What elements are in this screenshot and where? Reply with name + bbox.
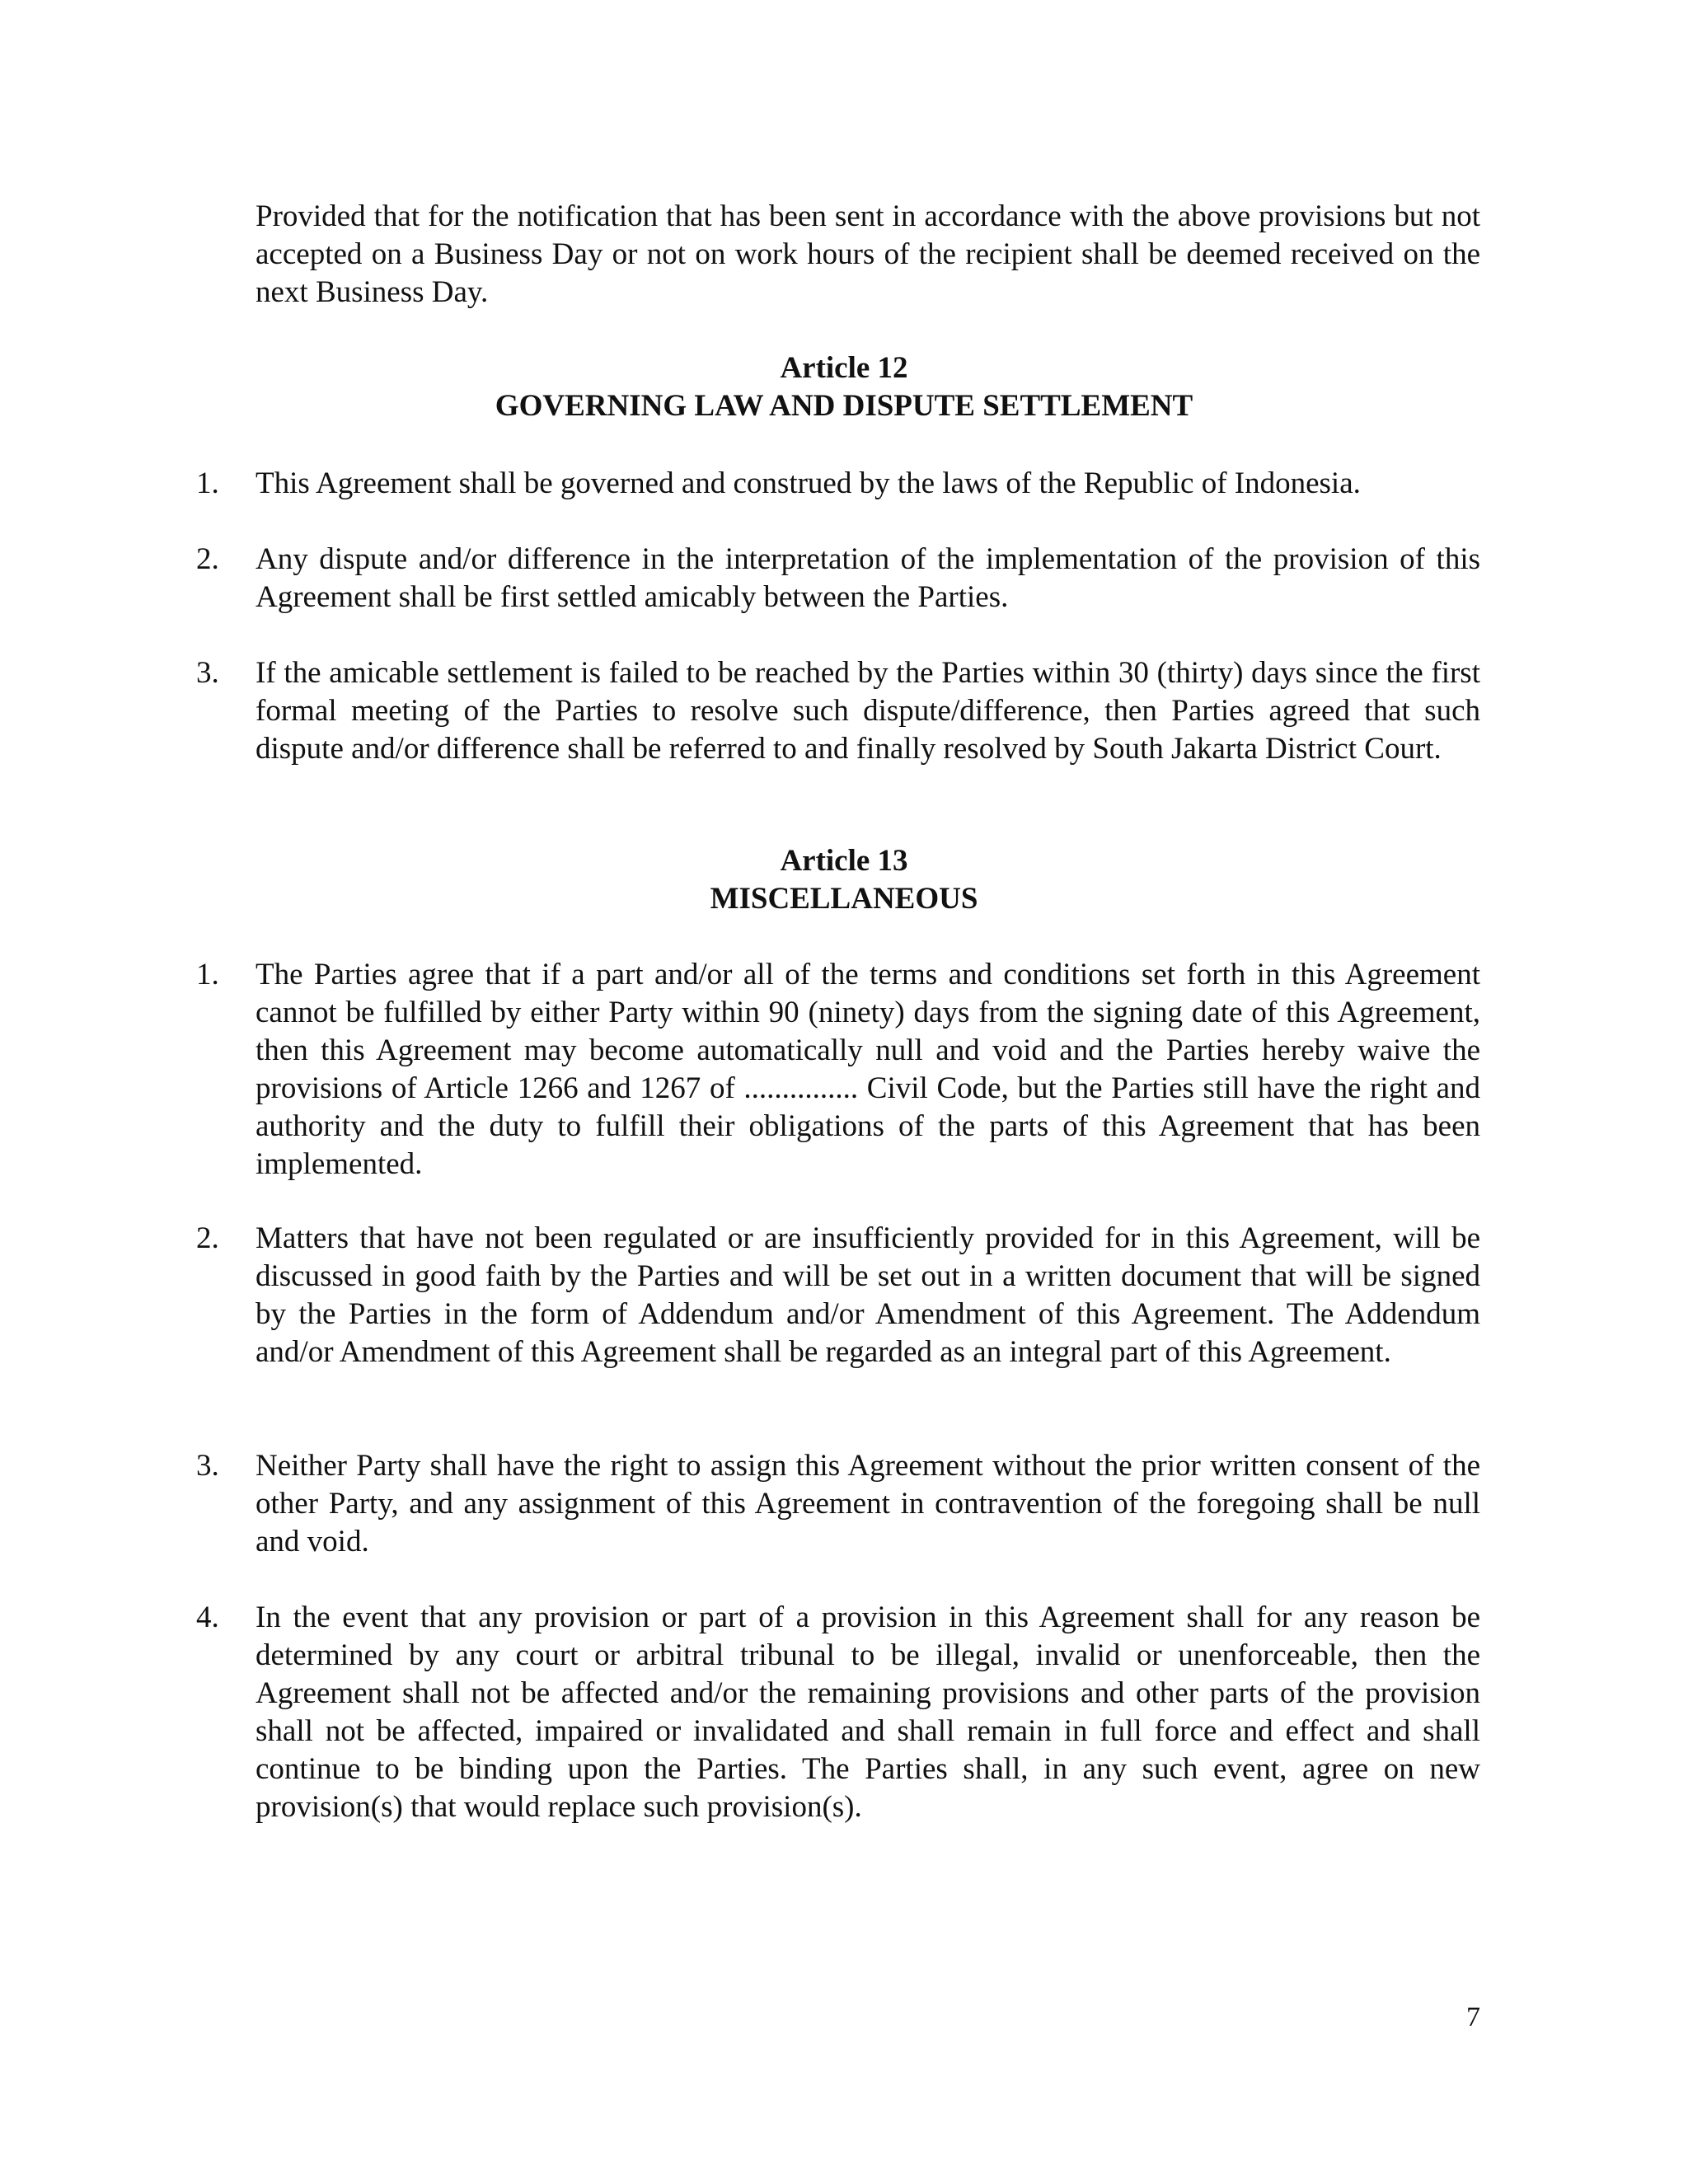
article-12-label: Article 12 (780, 351, 908, 385)
item-number: 1. (196, 466, 219, 500)
article-12-heading (0, 349, 1688, 425)
item-text: If the amicable settlement is failed to be reached by the Parties within 30 (thirty) days since the first formal meeting of the Parties to resolve such dispute/difference, then Parties agreed that such dispute and/or difference shall be referred to and finally resolved by South Jakarta District Court. (256, 656, 1480, 766)
item-text: Any dispute and/or difference in the interpretation of the implementation of the provision of this Agreement shall be first settled amicably between the Parties. (256, 542, 1480, 614)
item-number: 3. (196, 1449, 219, 1483)
item-text: The Parties agree that if a part and/or all of the terms and conditions set forth in this Agreement cannot be fulfilled by either Party within 90 (ninety) days from the signing date of this Agreement, then this Agreement may become automatically null and void and the Parties hereby waive the provisions of Article 1266 and 1267 of ............... Civil Code, but the Parties still have the right and authority and the duty to fulfill their obligations of the parts of this Agreement that has been implemented. (256, 958, 1480, 1181)
page-number: 7 (1466, 2002, 1480, 2032)
intro-paragraph: Provided that for the notification that has been sent in accordance with the above provisions but not accepted on a Business Day or not on work hours of the recipient shall be deemed received on the next Business Day. (256, 199, 1480, 309)
item-number: 2. (196, 542, 219, 576)
item-number: 1. (196, 958, 219, 991)
item-number: 4. (196, 1601, 219, 1634)
article-13-heading (0, 842, 1688, 918)
item-number: 2. (196, 1221, 219, 1255)
item-text: This Agreement shall be governed and construed by the laws of the Republic of Indonesia. (256, 466, 1361, 500)
article-13-label: Article 13 (780, 844, 908, 878)
item-text: Neither Party shall have the right to assign this Agreement without the prior written consent of the other Party, and any assignment of this Agreement in contravention of the foregoing shall be null and void. (256, 1449, 1480, 1558)
item-number: 3. (196, 656, 219, 690)
item-text: Matters that have not been regulated or are insufficiently provided for in this Agreement, will be discussed in good faith by the Parties and will be set out in a written document that will be signed by the Parties in the form of Addendum and/or Amendment of this Agreement. The Addendum and/or Amendment of this Agreement shall be regarded as an integral part of this Agreement. (256, 1221, 1480, 1369)
item-text: In the event that any provision or part of a provision in this Agreement shall for any reason be determined by any court or arbitral tribunal to be illegal, invalid or unenforceable, then the Agreement shall not be affected and/or the remaining provisions and other parts of the provision shall not be affected, impaired or invalidated and shall remain in full force and effect and shall continue to be binding upon the Parties. The Parties shall, in any such event, agree on new provision(s) that would replace such provision(s). (256, 1601, 1480, 1824)
article-12-title: GOVERNING LAW AND DISPUTE SETTLEMENT (495, 389, 1193, 423)
article-13-title: MISCELLANEOUS (710, 882, 978, 916)
